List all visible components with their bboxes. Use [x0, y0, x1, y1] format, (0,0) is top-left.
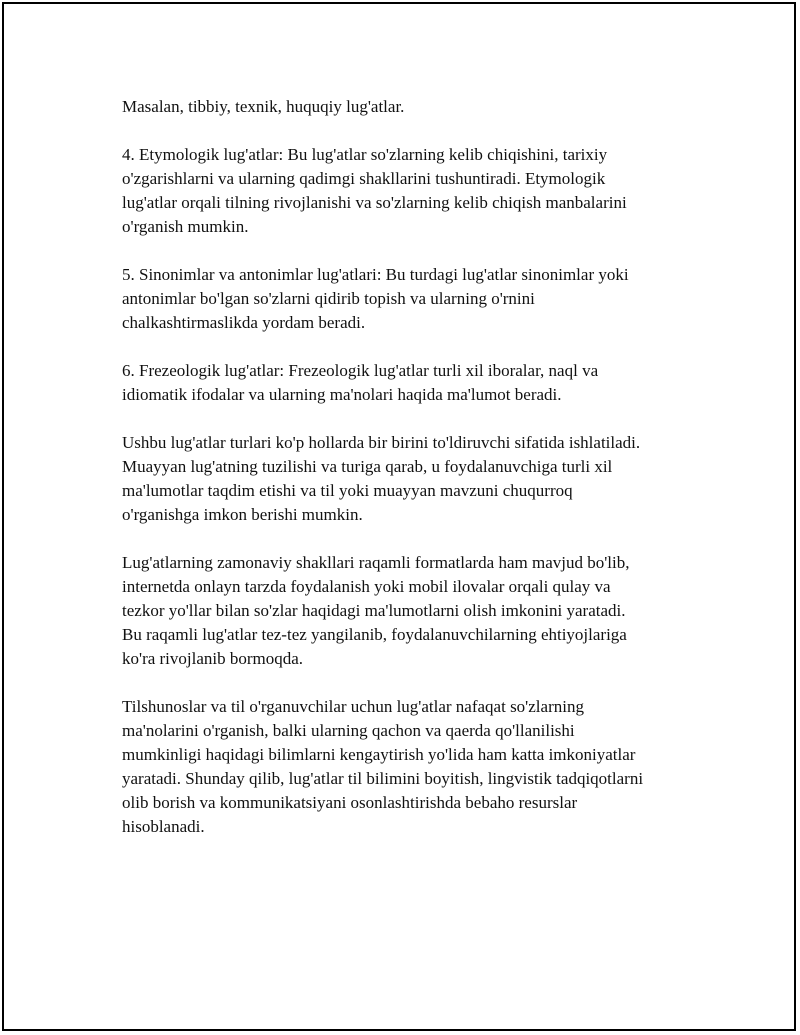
- text-line: 4. Etymologik lug'atlar: Bu lug'atlar so'zlarning kelib chiqishini, tarixiy: [122, 145, 608, 164]
- text-line: Muayyan lug'atning tuzilishi va turiga qarab, u foydalanuvchiga turli xil: [122, 457, 613, 476]
- text-line: internetda onlayn tarzda foydalanish yoki mobil ilovalar orqali qulay va: [122, 577, 611, 596]
- text-line: ma'nolarini o'rganish, balki ularning qachon va qaerda qo'llanilishi: [122, 721, 575, 740]
- text-line: ma'lumotlar taqdim etishi va til yoki muayyan mavzuni chuqurroq: [122, 481, 573, 500]
- text-line: yaratadi. Shunday qilib, lug'atlar til bilimini boyitish, lingvistik tadqiqotlarni: [122, 769, 644, 788]
- text-line: o'rganishga imkon berishi mumkin.: [122, 505, 363, 524]
- text-line: ko'ra rivojlanib bormoqda.: [122, 649, 304, 668]
- text-line: Ushbu lug'atlar turlari ko'p hollarda bir birini to'ldiruvchi sifatida ishlatiladi.: [122, 433, 641, 452]
- text-line: chalkashtirmaslikda yordam beradi.: [122, 313, 366, 332]
- page-frame: [2, 2, 796, 1031]
- paragraph-examples: [122, 95, 722, 119]
- paragraph-dictionary-types-usage: [122, 431, 722, 527]
- text-line: 6. Frezeologik lug'atlar: Frezeologik lug'atlar turli xil iboralar, naql va: [122, 361, 599, 380]
- text-line: o'zgarishlarni va ularning qadimgi shakllarini tushuntiradi. Etymologik: [122, 169, 606, 188]
- paragraph-etymological-dictionaries: [122, 143, 722, 239]
- text-line: Tilshunoslar va til o'rganuvchilar uchun lug'atlar nafaqat so'zlarning: [122, 697, 584, 716]
- text-line: o'rganish mumkin.: [122, 217, 249, 236]
- text-line: 5. Sinonimlar va antonimlar lug'atlari: Bu turdagi lug'atlar sinonimlar yoki: [122, 265, 629, 284]
- paragraph-digital-dictionaries: [122, 551, 722, 671]
- text-line: idiomatik ifodalar va ularning ma'nolari haqida ma'lumot beradi.: [122, 385, 562, 404]
- text-line: Bu raqamli lug'atlar tez-tez yangilanib, foydalanuvchilarning ehtiyojlariga: [122, 625, 627, 644]
- text-line: hisoblanadi.: [122, 817, 205, 836]
- document-body: [122, 95, 722, 863]
- text-line: Masalan, tibbiy, texnik, huquqiy lug'atlar.: [122, 97, 405, 116]
- paragraph-conclusion: [122, 695, 722, 839]
- text-line: mumkinligi haqidagi bilimlarni kengaytirish yo'lida ham katta imkoniyatlar: [122, 745, 636, 764]
- text-line: tezkor yo'llar bilan so'zlar haqidagi ma'lumotlarni olish imkonini yaratadi.: [122, 601, 626, 620]
- text-line: olib borish va kommunikatsiyani osonlashtirishda bebaho resurslar: [122, 793, 578, 812]
- paragraph-synonym-antonym-dictionaries: [122, 263, 722, 335]
- text-line: Lug'atlarning zamonaviy shakllari raqamli formatlarda ham mavjud bo'lib,: [122, 553, 630, 572]
- paragraph-phraseological-dictionaries: [122, 359, 722, 407]
- text-line: antonimlar bo'lgan so'zlarni qidirib topish va ularning o'rnini: [122, 289, 535, 308]
- text-line: lug'atlar orqali tilning rivojlanishi va so'zlarning kelib chiqish manbalarini: [122, 193, 627, 212]
